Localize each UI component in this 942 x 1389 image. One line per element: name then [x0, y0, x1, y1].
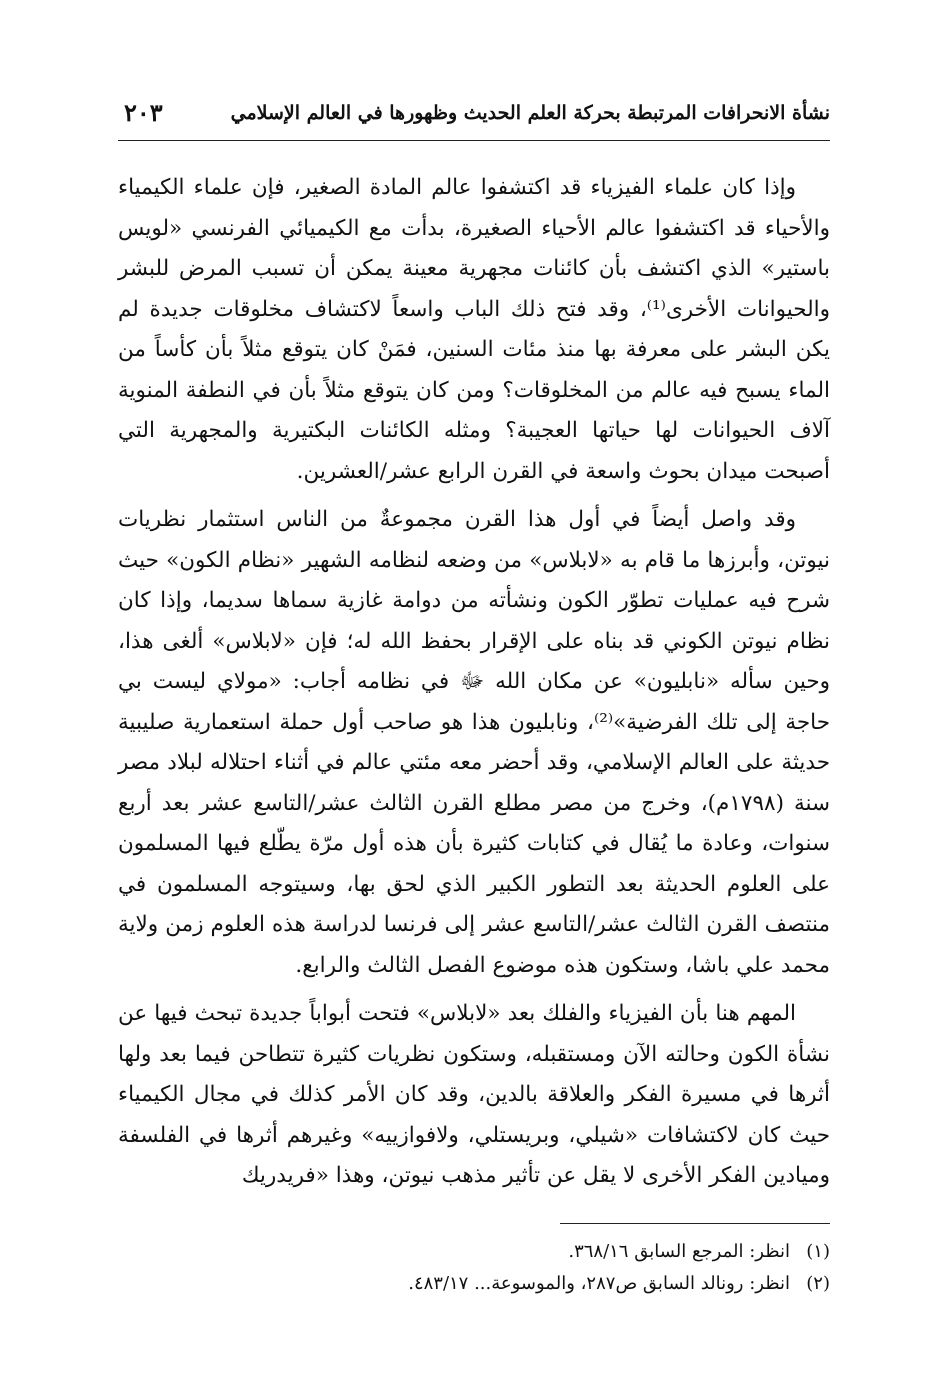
footnote-number: (٢) — [806, 1273, 830, 1294]
footnotes — [118, 1236, 830, 1300]
footnote-item — [118, 1268, 830, 1300]
running-title: نشأة الانحرافات المرتبطة بحركة العلم الحديث وظهورها في العالم الإسلامي — [230, 102, 830, 124]
footnote-text: انظر: رونالد السابق ص٢٨٧، والموسوعة... ٤٨٣/١٧. — [408, 1273, 790, 1294]
paragraph: وإذا كان علماء الفيزياء قد اكتشفوا عالم المادة الصغير، فإن علماء الكيمياء والأحياء قد اكتشفوا عالم الأحياء الصغيرة، بدأت مع الكيميائي الفرنسي «لويس باستير» الذي اكتشف بأن كائنات مجهرية معينة يمكن أن تسبب المرض للبشر والحيوانات الأخرى⁽¹⁾، وقد فتح ذلك الباب واسعاً لاكتشاف مخلوقات جديدة لم يكن البشر على معرفة بها منذ مئات السنين، فمَنْ كان يتوقع مثلاً بأن كأساً من الماء يسبح فيه عالم من المخلوقات؟ ومن كان يتوقع مثلاً بأن في النطفة المنوية آلاف الحيوانات لها حياتها العجيبة؟ ومثله الكائنات البكتيرية والمجهرية التي أصبحت ميدان بحوث واسعة في القرن الرابع عشر/العشرين. — [118, 175, 830, 484]
paragraph: المهم هنا بأن الفيزياء والفلك بعد «لابلاس» فتحت أبواباً جديدة تبحث فيها عن نشأة الكون وحالته الآن ومستقبله، وستكون نظريات كثيرة تتطاحن فيما بعد ولها أثرها في مسيرة الفكر والعلاقة بالدين، وقد كان الأمر كذلك في مجال الكيمياء حيث كان لاكتشافات «شيلي، وبريستلي، ولافوازييه» وغيرهم أثرها في الفلسفة وميادين الفكر الأخرى لا يقل عن تأثير مذهب نيوتن، وهذا «فريدريك — [118, 1001, 830, 1188]
footnote-item — [118, 1236, 830, 1268]
main-text — [118, 168, 830, 1205]
running-header — [118, 96, 830, 141]
paragraph: وقد واصل أيضاً في أول هذا القرن مجموعةٌ من الناس استثمار نظريات نيوتن، وأبرزها ما قام به «لابلاس» من وضعه لنظامه الشهير «نظام الكون» حيث شرح فيه عمليات تطوّر الكون ونشأته من دوامة غازية سماها سديما، وإذا كان نظام نيوتن الكوني قد بناه على الإقرار بحفظ الله له؛ فإن «لابلاس» ألغى هذا، وحين سأله «نابليون» عن مكان الله ﷻ في نظامه أجاب: «مولاي ليست بي حاجة إلى تلك الفرضية»⁽²⁾، ونابليون هذا هو صاحب أول حملة استعمارية صليبية حديثة على العالم الإسلامي، وقد أحضر معه مئتي عالم في أثناء احتلاله لبلاد مصر سنة (١٧٩٨م)، وخرج من مصر مطلع القرن الثالث عشر/التاسع عشر بعد أربع سنوات، وعادة ما يُقال في كتابات كثيرة بأن هذه أول مرّة يطّلع فيها المسلمون على العلوم الحديثة بعد التطور الكبير الذي لحق بها، وسيتوجه المسلمون في منتصف القرن الثالث عشر/التاسع عشر إلى فرنسا لدراسة هذه العلوم زمن ولاية محمد علي باشا، وستكون هذه موضوع الفصل الثالث والرابع. — [118, 507, 830, 978]
footnote-text: انظر: المرجع السابق ٣٦٨/١٦. — [568, 1241, 790, 1262]
footnote-divider — [560, 1223, 830, 1224]
page-number: ٢٠٣ — [124, 98, 163, 127]
footnote-number: (١) — [806, 1241, 830, 1262]
